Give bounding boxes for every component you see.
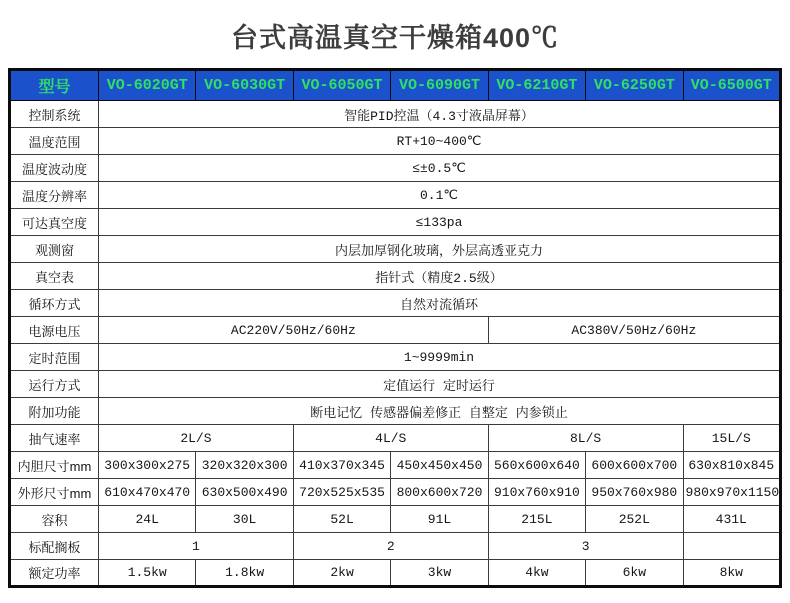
row-label: 温度分辨率 [10,182,99,209]
table-row-timer-range [10,344,781,371]
header-model: VO-6050GT [293,70,390,101]
header-model: VO-6210GT [488,70,585,101]
row-label: 温度波动度 [10,155,99,182]
row-label: 循环方式 [10,290,99,317]
spec-cell: 15L/S [683,425,780,452]
spec-cell: 910x760x910 [488,479,585,506]
spec-cell: 450x450x450 [391,452,488,479]
spec-cell: 1 [99,533,294,560]
table-row-vacuum-degree [10,209,781,236]
spec-cell: 1~9999min [99,344,781,371]
header-model: VO-6090GT [391,70,488,101]
spec-cell: AC380V/50Hz/60Hz [488,317,780,344]
spec-cell: 8kw [683,560,780,587]
spec-cell: 410x370x345 [293,452,390,479]
row-label: 附加功能 [10,398,99,425]
spec-cell: 3 [488,533,683,560]
spec-cell: RT+10~400℃ [99,128,781,155]
spec-cell: 4kw [488,560,585,587]
row-label: 内胆尺寸mm [10,452,99,479]
spec-cell: 560x600x640 [488,452,585,479]
spec-cell: 4L/S [293,425,488,452]
spec-cell: 950x760x980 [586,479,683,506]
spec-cell: 630x500x490 [196,479,293,506]
table-row-power-voltage [10,317,781,344]
table-row-pumping-speed [10,425,781,452]
spec-cell: AC220V/50Hz/60Hz [99,317,489,344]
row-label: 真空表 [10,263,99,290]
header-model: VO-6250GT [586,70,683,101]
spec-cell: 24L [99,506,196,533]
spec-cell: 91L [391,506,488,533]
row-label: 定时范围 [10,344,99,371]
row-label: 可达真空度 [10,209,99,236]
spec-cell: 指针式（精度2.5级） [99,263,781,290]
row-label: 外形尺寸mm [10,479,99,506]
table-row-vacuum-gauge [10,263,781,290]
table-row-control-system [10,101,781,128]
spec-cell: 431L [683,506,780,533]
header-model: VO-6030GT [196,70,293,101]
spec-cell: 断电记忆 传感器偏差修正 自整定 内参锁止 [99,398,781,425]
spec-cell: 320x320x300 [196,452,293,479]
header-label-model: 型号 [10,70,99,101]
row-label: 抽气速率 [10,425,99,452]
row-label: 电源电压 [10,317,99,344]
spec-cell: 215L [488,506,585,533]
spec-cell: 610x470x470 [99,479,196,506]
table-row-volume [10,506,781,533]
row-label: 容积 [10,506,99,533]
spec-cell: 720x525x535 [293,479,390,506]
table-row-temp-range [10,128,781,155]
table-header-row [10,70,781,101]
table-row-standard-shelves [10,533,781,560]
row-label: 标配搁板 [10,533,99,560]
spec-cell: 2 [293,533,488,560]
row-label: 温度范围 [10,128,99,155]
spec-cell: 0.1℃ [99,182,781,209]
page-title: 台式高温真空干燥箱400℃ [230,23,560,53]
table-row-operation-mode [10,371,781,398]
spec-cell: 30L [196,506,293,533]
spec-cell: 2L/S [99,425,294,452]
spec-cell: 8L/S [488,425,683,452]
spec-cell [683,533,780,560]
table-row-rated-power [10,560,781,587]
spec-cell: ≤±0.5℃ [99,155,781,182]
spec-cell: 2kw [293,560,390,587]
table-row-temp-fluctuation [10,155,781,182]
table-row-inner-size [10,452,781,479]
spec-cell: ≤133pa [99,209,781,236]
spec-cell: 自然对流循环 [99,290,781,317]
row-label: 额定功率 [10,560,99,587]
table-row-temp-resolution [10,182,781,209]
row-label: 控制系统 [10,101,99,128]
spec-cell: 定值运行 定时运行 [99,371,781,398]
spec-cell: 智能PID控温（4.3寸液晶屏幕） [99,101,781,128]
spec-cell: 1.5kw [99,560,196,587]
spec-cell: 1.8kw [196,560,293,587]
row-label: 运行方式 [10,371,99,398]
spec-cell: 980x970x1150 [683,479,780,506]
spec-cell: 6kw [586,560,683,587]
spec-cell: 内层加厚钢化玻璃，外层高透亚克力 [99,236,781,263]
row-label: 观测窗 [10,236,99,263]
spec-cell: 252L [586,506,683,533]
header-model: VO-6500GT [683,70,780,101]
spec-cell: 630x810x845 [683,452,780,479]
spec-cell: 3kw [391,560,488,587]
table-row-circulation [10,290,781,317]
table-row-observation-window [10,236,781,263]
table-row-outer-size [10,479,781,506]
spec-cell: 300x300x275 [99,452,196,479]
spec-table [8,68,782,588]
header-model: VO-6020GT [99,70,196,101]
spec-cell: 600x600x700 [586,452,683,479]
spec-cell: 800x600x720 [391,479,488,506]
spec-cell: 52L [293,506,390,533]
table-row-extra-functions [10,398,781,425]
